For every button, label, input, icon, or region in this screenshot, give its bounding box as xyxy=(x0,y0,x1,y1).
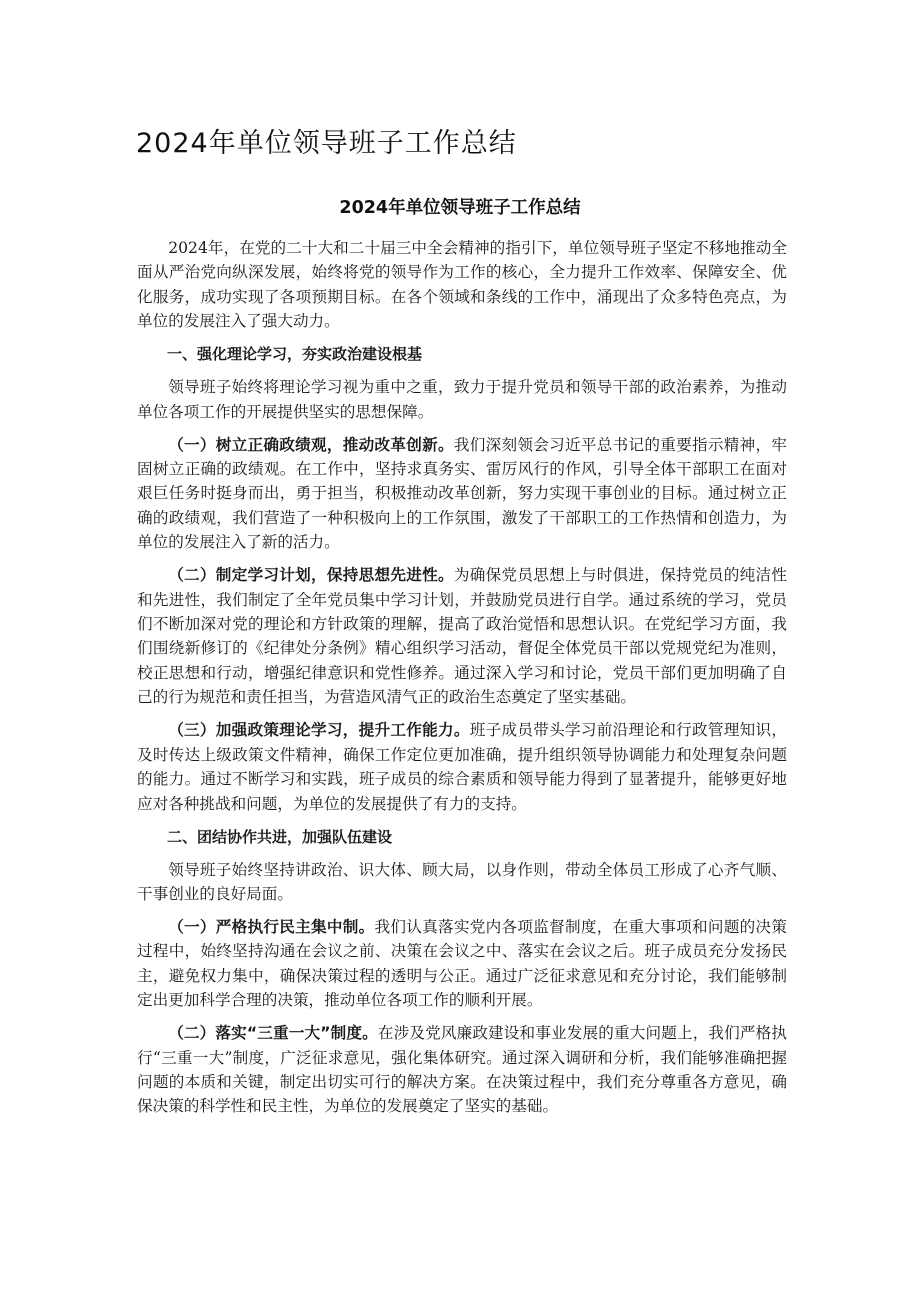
item-lead: （一）树立正确政绩观，推动改革创新。 xyxy=(168,435,454,454)
section1-item-3 xyxy=(137,718,787,816)
item-text: 班子成员带头学习前沿理论和行政管理知识，及时传达上级政策文件精神，确保工作定位更加准确，提升组织领导协调能力和处理复杂问题的能力。通过不断学习和实践，班子成员的综合素质和领导能力得到了显著提升，能够更好地应对各种挑战和问题，为单位的发展提供了有力的支持。 xyxy=(137,721,787,813)
section-intro-2: 领导班子始终坚持讲政治、识大体、顾大局，以身作则，带动全体员工形成了心齐气顺、干事创业的良好局面。 xyxy=(137,860,787,903)
section2-item-1 xyxy=(137,915,787,1013)
section-heading-1: 一、强化理论学习，夯实政治建设根基 xyxy=(167,345,423,364)
item-text: 我们深刻领会习近平总书记的重要指示精神，牢固树立正确的政绩观。在工作中，坚持求真务实、雷厉风行的作风，引导全体干部职工在面对艰巨任务时挺身而出，勇于担当，积极推动改革创新，努力实现干事创业的目标。通过树立正确的政绩观，我们营造了一种积极向上的工作氛围，激发了干部职工的工作热情和创造力，为单位的发展注入了新的活力。 xyxy=(137,435,787,552)
section1-item-1 xyxy=(137,433,787,555)
section2-item-2 xyxy=(137,1021,787,1119)
item-text: 我们认真落实党内各项监督制度，在重大事项和问题的决策过程中，始终坚持沟通在会议之前、决策在会议之中、落实在会议之后。班子成员充分发扬民主，避免权力集中，确保决策过程的透明与公正。通过广泛征求意见和充分讨论，我们能够制定出更加科学合理的决策，推动单位各项工作的顺利开展。 xyxy=(137,917,787,1010)
item-lead: （一）严格执行民主集中制。 xyxy=(168,917,375,936)
section-intro-1: 领导班子始终将理论学习视为重中之重，致力于提升党员和领导干部的政治素养，为推动单位各项工作的开展提供坚实的思想保障。 xyxy=(137,378,787,421)
section1-item-2 xyxy=(137,563,787,709)
item-lead: （二）落实“三重一大”制度。 xyxy=(168,1024,378,1043)
item-lead: （三）加强政策理论学习，提升工作能力。 xyxy=(168,721,470,740)
article-title: 2024年单位领导班子工作总结 xyxy=(339,198,581,218)
article-body xyxy=(137,236,787,1127)
item-text: 在涉及党风廉政建设和事业发展的重大问题上，我们严格执行“三重一大”制度，广泛征求意见，强化集体研究。通过深入调研和分析，我们能够准确把握问题的本质和关键，制定出切实可行的解决方案。在决策过程中，我们充分尊重各方意见，确保决策的科学性和民主性，为单位的发展奠定了坚实的基础。 xyxy=(137,1024,787,1116)
document-title: 2024年单位领导班子工作总结 xyxy=(136,128,517,159)
item-text: 为确保党员思想上与时俱进，保持党员的纯洁性和先进性，我们制定了全年党员集中学习计划，并鼓励党员进行自学。通过系统的学习，党员们不断加深对党的理论和方针政策的理解，提高了政治觉悟和思想认识。在党纪学习方面，我们围绕新修订的《纪律处分条例》精心组织学习活动，督促全体党员干部以党规党纪为准则，校正思想和行动，增强纪律意识和党性修养。通过深入学习和讨论，党员干部们更加明确了自己的行为规范和责任担当，为营造风清气正的政治生态奠定了坚实基础。 xyxy=(137,566,787,707)
item-lead: （二）制定学习计划，保持思想先进性。 xyxy=(168,566,454,585)
intro-paragraph: 2024年，在党的二十大和二十届三中全会精神的指引下，单位领导班子坚定不移地推动全面从严治党向纵深发展，始终将党的领导作为工作的核心，全力提升工作效率、保障安全、优化服务，成功实现了各项预期目标。在各个领域和条线的工作中，涌现出了众多特色亮点，为单位的发展注入了强大动力。 xyxy=(137,239,787,331)
section-heading-2: 二、团结协作共进，加强队伍建设 xyxy=(167,827,393,846)
